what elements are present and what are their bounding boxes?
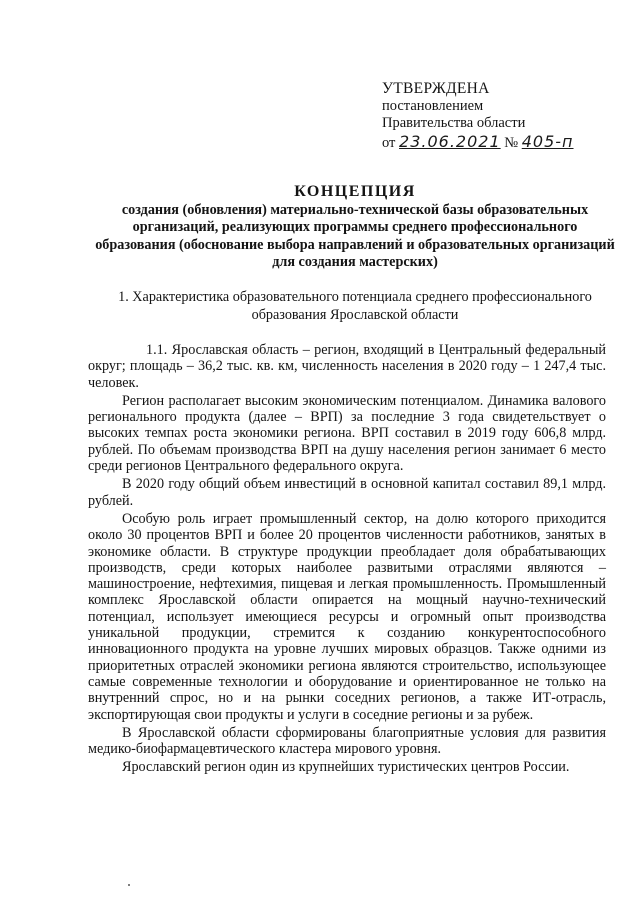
approval-number: 405-п — [521, 131, 574, 151]
paragraph-investment: В 2020 году общий объем инвестиций в основной капитал составил 89,1 млрд. рублей. — [88, 476, 606, 509]
approval-date: 23.06.2021 — [399, 131, 501, 151]
approval-stamp — [382, 80, 622, 152]
approval-date-line — [382, 133, 622, 153]
number-prefix: № — [504, 134, 519, 151]
paragraph-tourism: Ярославский регион один из крупнейших туристических центров России. — [122, 759, 570, 776]
document-title-block — [95, 183, 615, 271]
section-heading: 1. Характеристика образовательного потенциала среднего профессионального образования Ярославской области — [118, 289, 592, 323]
date-prefix: от — [382, 134, 396, 151]
paragraph-biopharma: В Ярославской области сформированы благоприятные условия для развития медико-биофармацевтического кластера мирового уровня. — [88, 724, 606, 758]
paragraph-industry: Особую роль играет промышленный сектор, на долю которого приходится около 30 процентов ВРП и более 20 процентов численности работников, занятых в экономике области. В структуре продукции преобладает доля обрабатывающих производств, среди которых наиболее развитыми отраслями являются – машиностроение, нефтехимия, пищевая и легкая промышленность. Промышленный комплекс Ярославской области опирается на мощный научно-технический потенциал, использует имеющиеся ресурсы и огромный опыт производства уникальной продукции, стремится к созданию конкурентоспособного инновационного продукта на уровне лучших мировых образцов. Также одними из приоритетных отраслей экономики региона являются строительство, использующее самые современные технологии и оборудование и ориентированное не только на внутренний спрос, но и на рынки соседних регионов, а также ИТ-отрасль, экспортирующая свои продукты и услуги в соседние регионы и за рубеж. — [88, 510, 606, 723]
document-subtitle: создания (обновления) материально-технической базы образовательных организаций, реализующих программы среднего профессионального образования (обоснование выбора направлений и образовательных организаций для создания мастерских) — [95, 202, 615, 270]
approval-title: УТВЕРЖДЕНА — [382, 80, 490, 97]
paragraph-1-1: 1.1. Ярославская область – регион, входящий в Центральный федеральный округ; площадь – 36,2 тыс. кв. км, численность населения в 2020 году – 1 247,4 тыс. человек. — [88, 342, 606, 391]
approval-line-government: Правительства области — [382, 115, 526, 131]
document-body — [88, 342, 606, 778]
document-title: КОНЦЕПЦИЯ — [294, 183, 416, 200]
page-speck — [128, 884, 130, 886]
paragraph-economy: Регион располагает высоким экономическим потенциалом. Динамика валового регионального продукта (далее – ВРП) за последние 3 года свидетельствует о высоких темпах роста экономики региона. ВРП составил в 2019 году 606,8 млрд. рублей. По объемам производства ВРП на душу населения регион занимает 6 место среди регионов Центрального федерального округа. — [88, 392, 606, 475]
approval-line-decree: постановлением — [382, 97, 484, 114]
